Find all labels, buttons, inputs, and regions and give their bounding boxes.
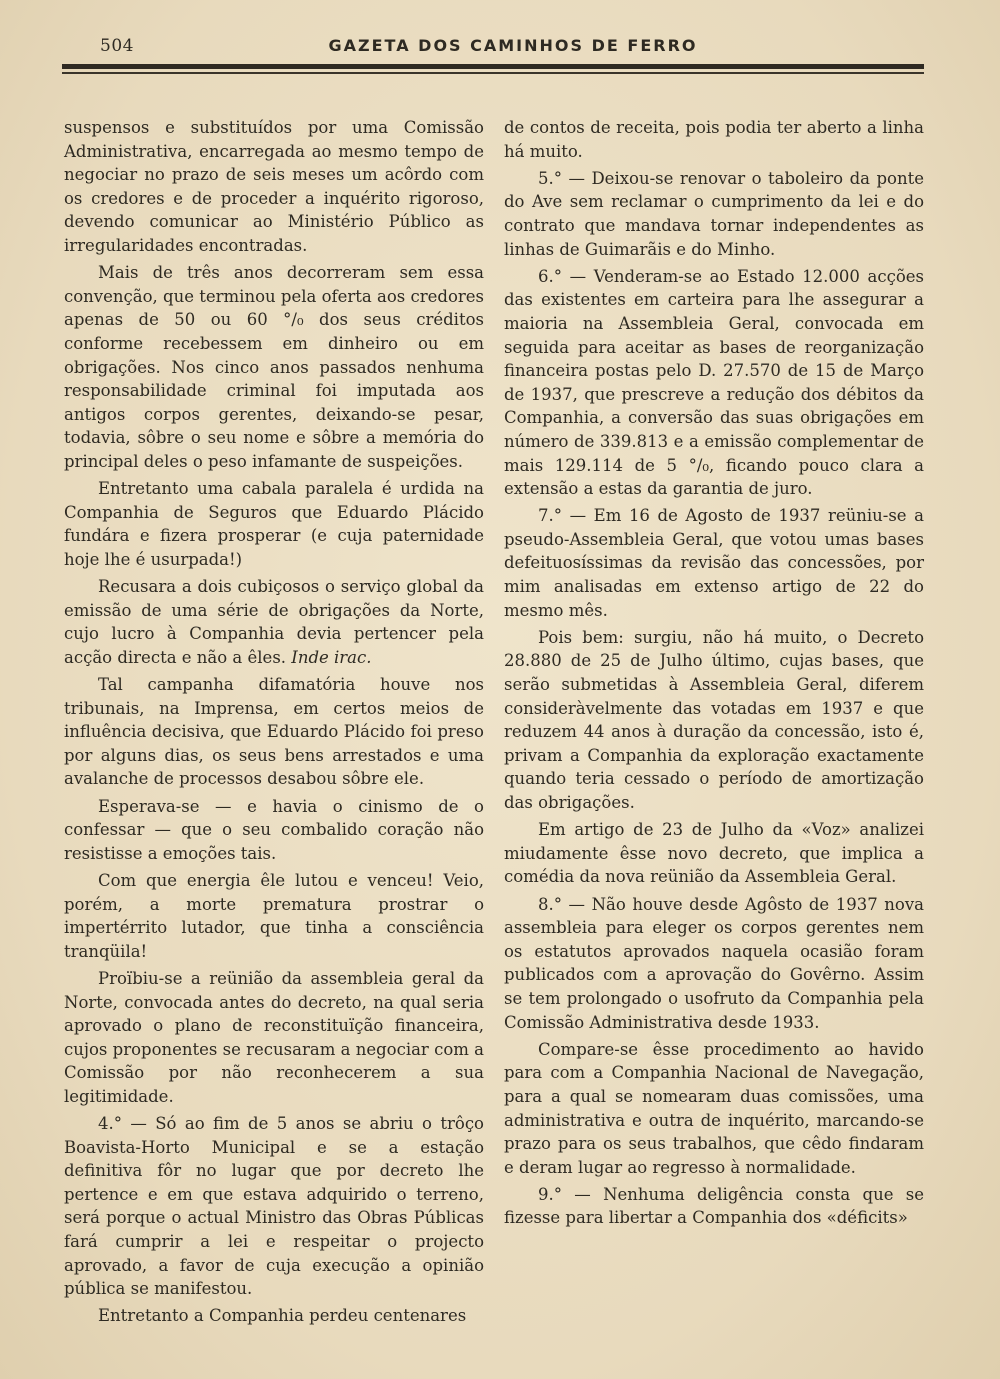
paragraph: Proïbiu-se a reünião da assembleia geral da Norte, convocada antes do decreto, na qual seria aprovado o plano de reconstituïção financeira, cujos proponentes se recusaram a negociar com a Comissão por não reconhecerem a sua legitimidade. <box>64 968 484 1106</box>
left-column <box>64 116 484 1332</box>
header-rule-thin <box>62 72 924 74</box>
paragraph: 5.° — Deixou-se renovar o taboleiro da ponte do Ave sem reclamar o cumprimento da lei e do contrato que mandava tornar independentes as linhas de Guimarãis e do Minho. <box>504 168 924 259</box>
latin-phrase: Inde irac. <box>291 647 372 667</box>
paragraph: Pois bem: surgiu, não há muito, o Decreto 28.880 de 25 de Julho último, cujas bases, que serão submetidas à Assembleia Geral, diferem consideràvelmente das votadas em 1937 e que reduzem 44 anos à duração da concessão, isto é, privam a Companhia da exploração exactamente quando teria cessado o período de amortização das obrigações. <box>504 627 924 812</box>
paragraph: Com que energia êle lutou e venceu! Veio, porém, a morte prematura prostrar o impertérrito lutador, que tinha a consciência tranqüila! <box>64 870 484 961</box>
header-rule-thick <box>62 64 924 69</box>
journal-title: GAZETA DOS CAMINHOS DE FERRO <box>328 36 698 55</box>
paragraph: Compare-se êsse procedimento ao havido para com a Companhia Nacional de Navegação, para a qual se nomearam duas comissões, uma administrativa e outra de inquérito, marcando-se prazo para os seus trabalhos, que cêdo findaram e deram lugar ao regresso à normalidade. <box>504 1039 924 1177</box>
page-number: 504 <box>100 36 134 56</box>
paragraph: 7.° — Em 16 de Agosto de 1937 reüniu-se a pseudo-Assembleia Geral, que votou umas bases defeituosíssimas da revisão das concessões, por mim analisadas em extenso artigo de 22 do mesmo mês. <box>504 506 924 620</box>
paragraph: 4.° — Só ao fim de 5 anos se abriu o trôço Boavista-Horto Municipal e se a estação definitiva fôr no lugar que por decreto lhe pertence e em que estava adquirido o terreno, será porque o actual Ministro das Obras Públicas fará cumprir a lei e respeitar o projecto aprovado, a favor de cuja execução a opinião pública se manifestou. <box>64 1114 484 1299</box>
page-header <box>62 30 924 60</box>
paragraph: Em artigo de 23 de Julho da «Voz» analizei miudamente êsse novo decreto, que implica a comédia da nova reünião da Assembleia Geral. <box>504 820 924 887</box>
paragraph-text: Recusara a dois cubiçosos o serviço global da emissão de uma série de obrigações da Norte, cujo lucro à Companhia devia pertencer pela acção directa e não a êles. <box>64 577 484 667</box>
paragraph: Esperava-se — e havia o cinismo de o confessar — que o seu combalido coração não resistisse a emoções tais. <box>64 796 484 863</box>
paragraph: Entretanto uma cabala paralela é urdida na Companhia de Seguros que Eduardo Plácido fundára e fizera prosperar (e cuja paternidade hoje lhe é usurpada!) <box>64 479 484 569</box>
paragraph: de contos de receita, pois podia ter aberto a linha há muito. <box>504 118 924 161</box>
paragraph: suspensos e substituídos por uma Comissão Administrativa, encarregada ao mesmo tempo de negociar no prazo de seis meses um acôrdo com os credores e de proceder a inquérito rigoroso, devendo comunicar ao Ministério Público as irregularidades encontradas. <box>64 118 484 255</box>
paragraph: Mais de três anos decorreram sem essa convenção, que terminou pela oferta aos credores apenas de 50 ou 60 °/₀ dos seus créditos conforme recebessem em dinheiro ou em obrigações. Nos cinco anos passados nenhuma responsabilidade criminal foi imputada aos antigos corpos gerentes, deixando-se pesar, todavia, sôbre o seu nome e sôbre a memória do principal deles o peso infamante de suspeições. <box>64 263 484 471</box>
paragraph: 9.° — Nenhuma deligência consta que se fizesse para libertar a Companhia dos «déficits» <box>504 1184 924 1228</box>
right-column <box>504 116 924 1234</box>
paragraph <box>64 575 484 669</box>
paragraph: 8.° — Não houve desde Agôsto de 1937 nova assembleia para eleger os corpos gerentes nem os estatutos aprovados naquela ocasião foram publicados com a aprovação do Govêrno. Assim se tem prolongado o usofruto da Companhia pela Comissão Administrativa desde 1933. <box>504 894 924 1032</box>
paragraph: Tal campanha difamatória houve nos tribunais, na Imprensa, em certos meios de influência decisiva, que Eduardo Plácido foi preso por alguns dias, os seus bens arrestados e uma avalanche de processos desabou sôbre ele. <box>64 675 484 789</box>
paragraph: Entretanto a Companhia perdeu centenares <box>98 1306 467 1326</box>
paragraph: 6.° — Venderam-se ao Estado 12.000 acções das existentes em carteira para lhe assegurar a maioria na Assembleia Geral, convocada em seguida para aceitar as bases de reorganização financeira postas pelo D. 27.570 de 15 de Março de 1937, que prescreve a redução dos débitos da Companhia, a conversão das suas obrigações em número de 339.813 e a emissão complementar de mais 129.114 de 5 °/₀, ficando pouco clara a extensão a estas da garantia de juro. <box>504 266 924 499</box>
